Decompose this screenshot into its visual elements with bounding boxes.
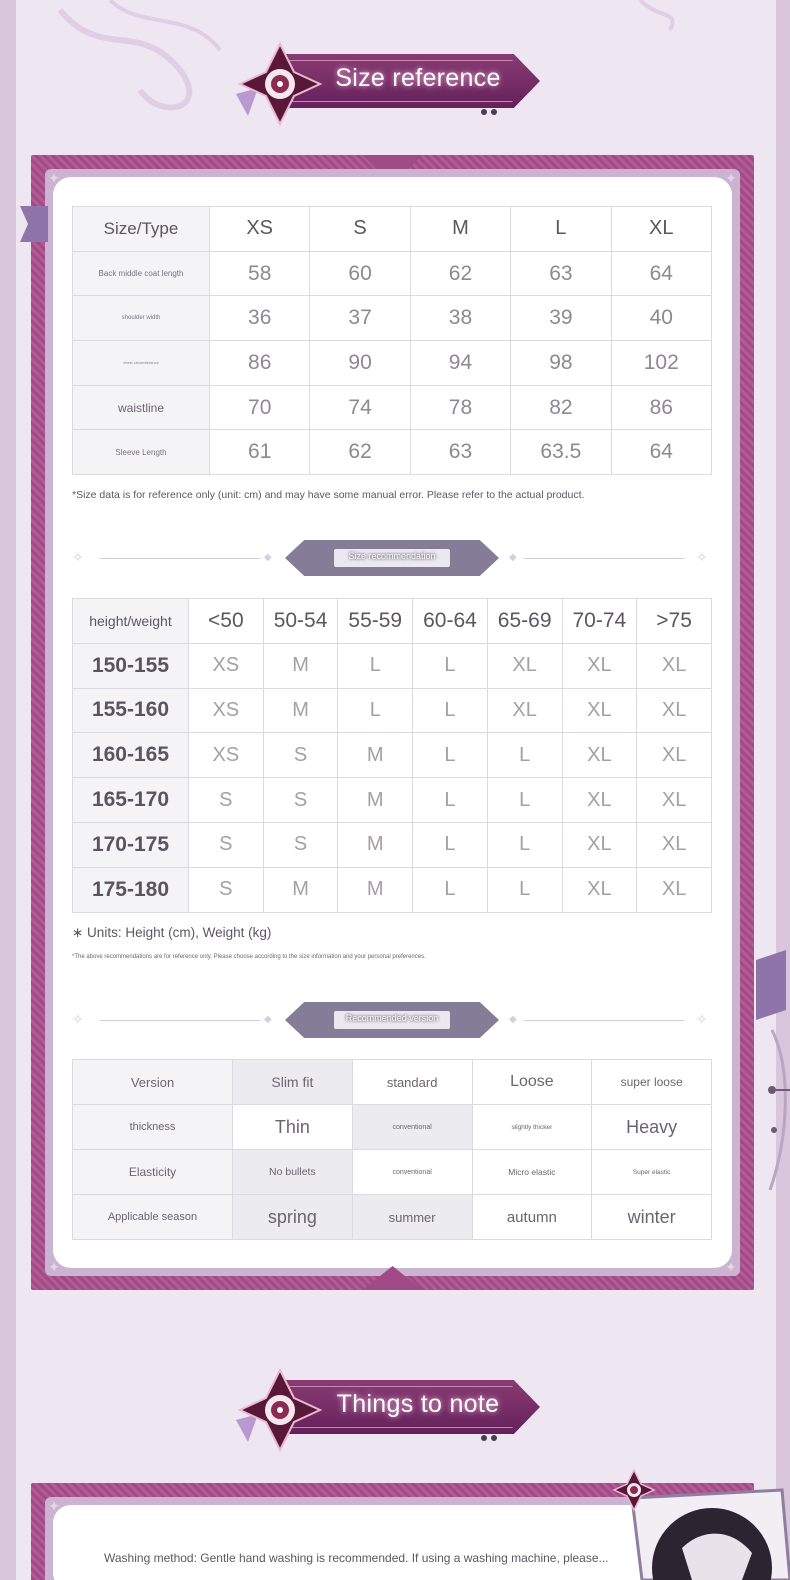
table-row xyxy=(73,341,712,386)
sparkle-icon: ◆ xyxy=(264,1014,272,1025)
table-cell: XS xyxy=(189,688,264,733)
table-cell: S xyxy=(189,778,264,823)
flower-emblem-icon xyxy=(228,1364,328,1454)
things-to-note-banner xyxy=(228,1364,560,1452)
table-cell: XL xyxy=(562,822,637,867)
row-label: Applicable season xyxy=(73,1195,233,1240)
section-title: Size recommendation xyxy=(348,551,436,561)
table-cell: 86 xyxy=(210,341,310,386)
left-edge-strip xyxy=(0,0,16,1580)
table-cell: 78 xyxy=(410,385,510,430)
table-row xyxy=(73,1150,712,1195)
table-cell: autumn xyxy=(472,1195,592,1240)
table-cell: XL xyxy=(562,778,637,823)
table-cell: 98 xyxy=(511,341,611,386)
table-cell: slightly thicker xyxy=(472,1105,592,1150)
table-cell: 63 xyxy=(511,251,611,296)
banner-dots xyxy=(480,108,502,116)
table-cell: 64 xyxy=(611,251,711,296)
table-cell: XS xyxy=(189,643,264,688)
table-cell: conventional xyxy=(352,1105,472,1150)
recommendation-header-cell: 65-69 xyxy=(487,599,562,644)
corner-star-icon: ✦ xyxy=(725,170,737,186)
banner-title: Things to note xyxy=(336,1390,500,1418)
table-cell: 70 xyxy=(210,385,310,430)
recommendation-header-cell: 60-64 xyxy=(413,599,488,644)
table-cell: S xyxy=(263,822,338,867)
divider-line xyxy=(524,558,684,559)
table-cell: XL xyxy=(562,733,637,778)
sparkle-icon: ✧ xyxy=(696,1011,708,1027)
row-label: Elasticity xyxy=(73,1150,233,1195)
divider-line xyxy=(100,558,260,559)
divider-line xyxy=(100,1020,260,1021)
row-label: thickness xyxy=(73,1105,233,1150)
table-cell: 74 xyxy=(310,385,410,430)
side-flag-decoration xyxy=(20,206,48,242)
table-cell: XL xyxy=(637,643,712,688)
table-cell: L xyxy=(413,778,488,823)
table-cell: 39 xyxy=(511,296,611,341)
table-cell: S xyxy=(189,822,264,867)
recommended-version-table xyxy=(72,1059,712,1240)
size-table-header-cell: M xyxy=(410,207,510,252)
table-row xyxy=(73,1195,712,1240)
table-cell: M xyxy=(338,733,413,778)
table-cell: 86 xyxy=(611,385,711,430)
table-cell: L xyxy=(487,778,562,823)
table-row xyxy=(73,867,712,912)
table-cell: winter xyxy=(592,1195,712,1240)
height-label: 165-170 xyxy=(73,778,189,823)
table-cell: XL xyxy=(637,688,712,733)
table-cell: 60 xyxy=(310,251,410,296)
banner-title: Size reference xyxy=(335,64,501,92)
size-reference-table xyxy=(72,206,712,475)
table-cell: 102 xyxy=(611,341,711,386)
recommendation-header-cell: height/weight xyxy=(73,599,189,644)
table-cell: 38 xyxy=(410,296,510,341)
size-recommendation-table xyxy=(72,598,712,913)
size-table-header-cell: XL xyxy=(611,207,711,252)
table-cell: XL xyxy=(487,643,562,688)
row-label: Sleeve Length xyxy=(73,430,210,475)
table-cell: L xyxy=(413,688,488,733)
table-row xyxy=(73,733,712,778)
table-cell: 62 xyxy=(410,251,510,296)
table-cell: S xyxy=(189,867,264,912)
table-cell: 58 xyxy=(210,251,310,296)
table-cell: XL xyxy=(637,822,712,867)
row-label: Version xyxy=(73,1060,233,1105)
table-cell: 61 xyxy=(210,430,310,475)
divider-line xyxy=(524,1020,684,1021)
size-reference-banner xyxy=(228,38,560,126)
size-data-note: *Size data is for reference only (unit: cm) and may have some manual error. Please refer to the actual product. xyxy=(72,489,585,501)
table-cell: 40 xyxy=(611,296,711,341)
height-label: 160-165 xyxy=(73,733,189,778)
table-cell: S xyxy=(263,778,338,823)
table-cell: XL xyxy=(637,778,712,823)
table-cell: 90 xyxy=(310,341,410,386)
table-cell: super loose xyxy=(592,1060,712,1105)
table-cell: XL xyxy=(562,867,637,912)
table-cell: L xyxy=(413,822,488,867)
table-cell: L xyxy=(487,733,562,778)
table-cell: M xyxy=(338,778,413,823)
table-row xyxy=(73,251,712,296)
table-row xyxy=(73,430,712,475)
table-cell: Micro elastic xyxy=(472,1150,592,1195)
table-cell: 62 xyxy=(310,430,410,475)
table-row xyxy=(73,778,712,823)
table-cell: Loose xyxy=(472,1060,592,1105)
corner-star-icon: ✦ xyxy=(48,1259,60,1275)
size-table-header-cell: XS xyxy=(210,207,310,252)
row-label: shoulder width xyxy=(73,296,210,341)
table-cell: 64 xyxy=(611,430,711,475)
recommendation-header-cell: 55-59 xyxy=(338,599,413,644)
side-ornament-decoration xyxy=(752,950,790,1200)
row-label: chest circumference xyxy=(73,341,210,386)
table-cell: 82 xyxy=(511,385,611,430)
table-cell: XL xyxy=(562,643,637,688)
table-row xyxy=(73,688,712,733)
table-row xyxy=(73,643,712,688)
recommendation-header-cell: 70-74 xyxy=(562,599,637,644)
sparkle-icon: ◆ xyxy=(264,552,272,563)
table-cell: summer xyxy=(352,1195,472,1240)
table-row xyxy=(73,1105,712,1150)
table-cell: 37 xyxy=(310,296,410,341)
table-row xyxy=(73,296,712,341)
section-title: Recommended version xyxy=(345,1013,439,1023)
character-portrait-decoration xyxy=(612,1468,790,1580)
size-table-header-cell: L xyxy=(511,207,611,252)
table-cell: L xyxy=(338,688,413,733)
table-cell: 63 xyxy=(410,430,510,475)
table-cell: M xyxy=(263,688,338,733)
table-cell: L xyxy=(413,867,488,912)
size-table-header-cell: S xyxy=(310,207,410,252)
recommendation-disclaimer: *The above recommendations are for reference only. Please choose according to the size information and your personal preferences. xyxy=(72,954,426,960)
corner-star-icon: ✦ xyxy=(48,170,60,186)
table-cell: spring xyxy=(233,1195,353,1240)
table-cell: S xyxy=(263,733,338,778)
sparkle-icon: ◆ xyxy=(509,1014,517,1025)
row-label: waistline xyxy=(73,385,210,430)
table-cell: M xyxy=(263,867,338,912)
recommendation-header-cell: 50-54 xyxy=(263,599,338,644)
table-cell: Heavy xyxy=(592,1105,712,1150)
table-cell: L xyxy=(338,643,413,688)
table-cell: M xyxy=(338,822,413,867)
sparkle-icon: ✧ xyxy=(72,1011,84,1027)
height-label: 170-175 xyxy=(73,822,189,867)
sparkle-icon: ✧ xyxy=(696,549,708,565)
size-table-header-cell: Size/Type xyxy=(73,207,210,252)
table-cell: L xyxy=(487,822,562,867)
table-cell: No bullets xyxy=(233,1150,353,1195)
table-row xyxy=(73,1060,712,1105)
banner-dots xyxy=(480,1434,502,1442)
table-cell: conventional xyxy=(352,1150,472,1195)
table-cell: L xyxy=(413,643,488,688)
table-cell: XS xyxy=(189,733,264,778)
table-cell: XL xyxy=(562,688,637,733)
table-row xyxy=(73,822,712,867)
height-label: 150-155 xyxy=(73,643,189,688)
right-edge-strip xyxy=(776,0,790,1580)
table-row xyxy=(73,385,712,430)
table-cell: Super elastic xyxy=(592,1150,712,1195)
recommended-version-divider xyxy=(72,1002,712,1038)
table-cell: XL xyxy=(637,867,712,912)
size-recommendation-divider xyxy=(72,540,712,576)
table-cell: M xyxy=(338,867,413,912)
recommendation-header-cell: >75 xyxy=(637,599,712,644)
table-cell: Thin xyxy=(233,1105,353,1150)
table-cell: L xyxy=(487,867,562,912)
table-cell: Slim fit xyxy=(233,1060,353,1105)
table-cell: 94 xyxy=(410,341,510,386)
washing-method-text: Washing method: Gentle hand washing is recommended. If using a washing machine, please... xyxy=(104,1551,609,1565)
sparkle-icon: ◆ xyxy=(509,552,517,563)
table-cell: L xyxy=(413,733,488,778)
flower-emblem-icon xyxy=(228,38,328,128)
table-cell: 63.5 xyxy=(511,430,611,475)
table-cell: XL xyxy=(487,688,562,733)
height-label: 175-180 xyxy=(73,867,189,912)
table-cell: M xyxy=(263,643,338,688)
corner-star-icon: ✦ xyxy=(725,1259,737,1275)
table-cell: 36 xyxy=(210,296,310,341)
row-label: Back middle coat length xyxy=(73,251,210,296)
units-note: ∗ Units: Height (cm), Weight (kg) xyxy=(72,925,272,940)
table-cell: XL xyxy=(637,733,712,778)
size-table-header-row xyxy=(73,207,712,252)
recommendation-header-cell: <50 xyxy=(189,599,264,644)
height-label: 155-160 xyxy=(73,688,189,733)
corner-star-icon: ✦ xyxy=(48,1498,60,1514)
recommendation-header-row xyxy=(73,599,712,644)
sparkle-icon: ✧ xyxy=(72,549,84,565)
table-cell: standard xyxy=(352,1060,472,1105)
